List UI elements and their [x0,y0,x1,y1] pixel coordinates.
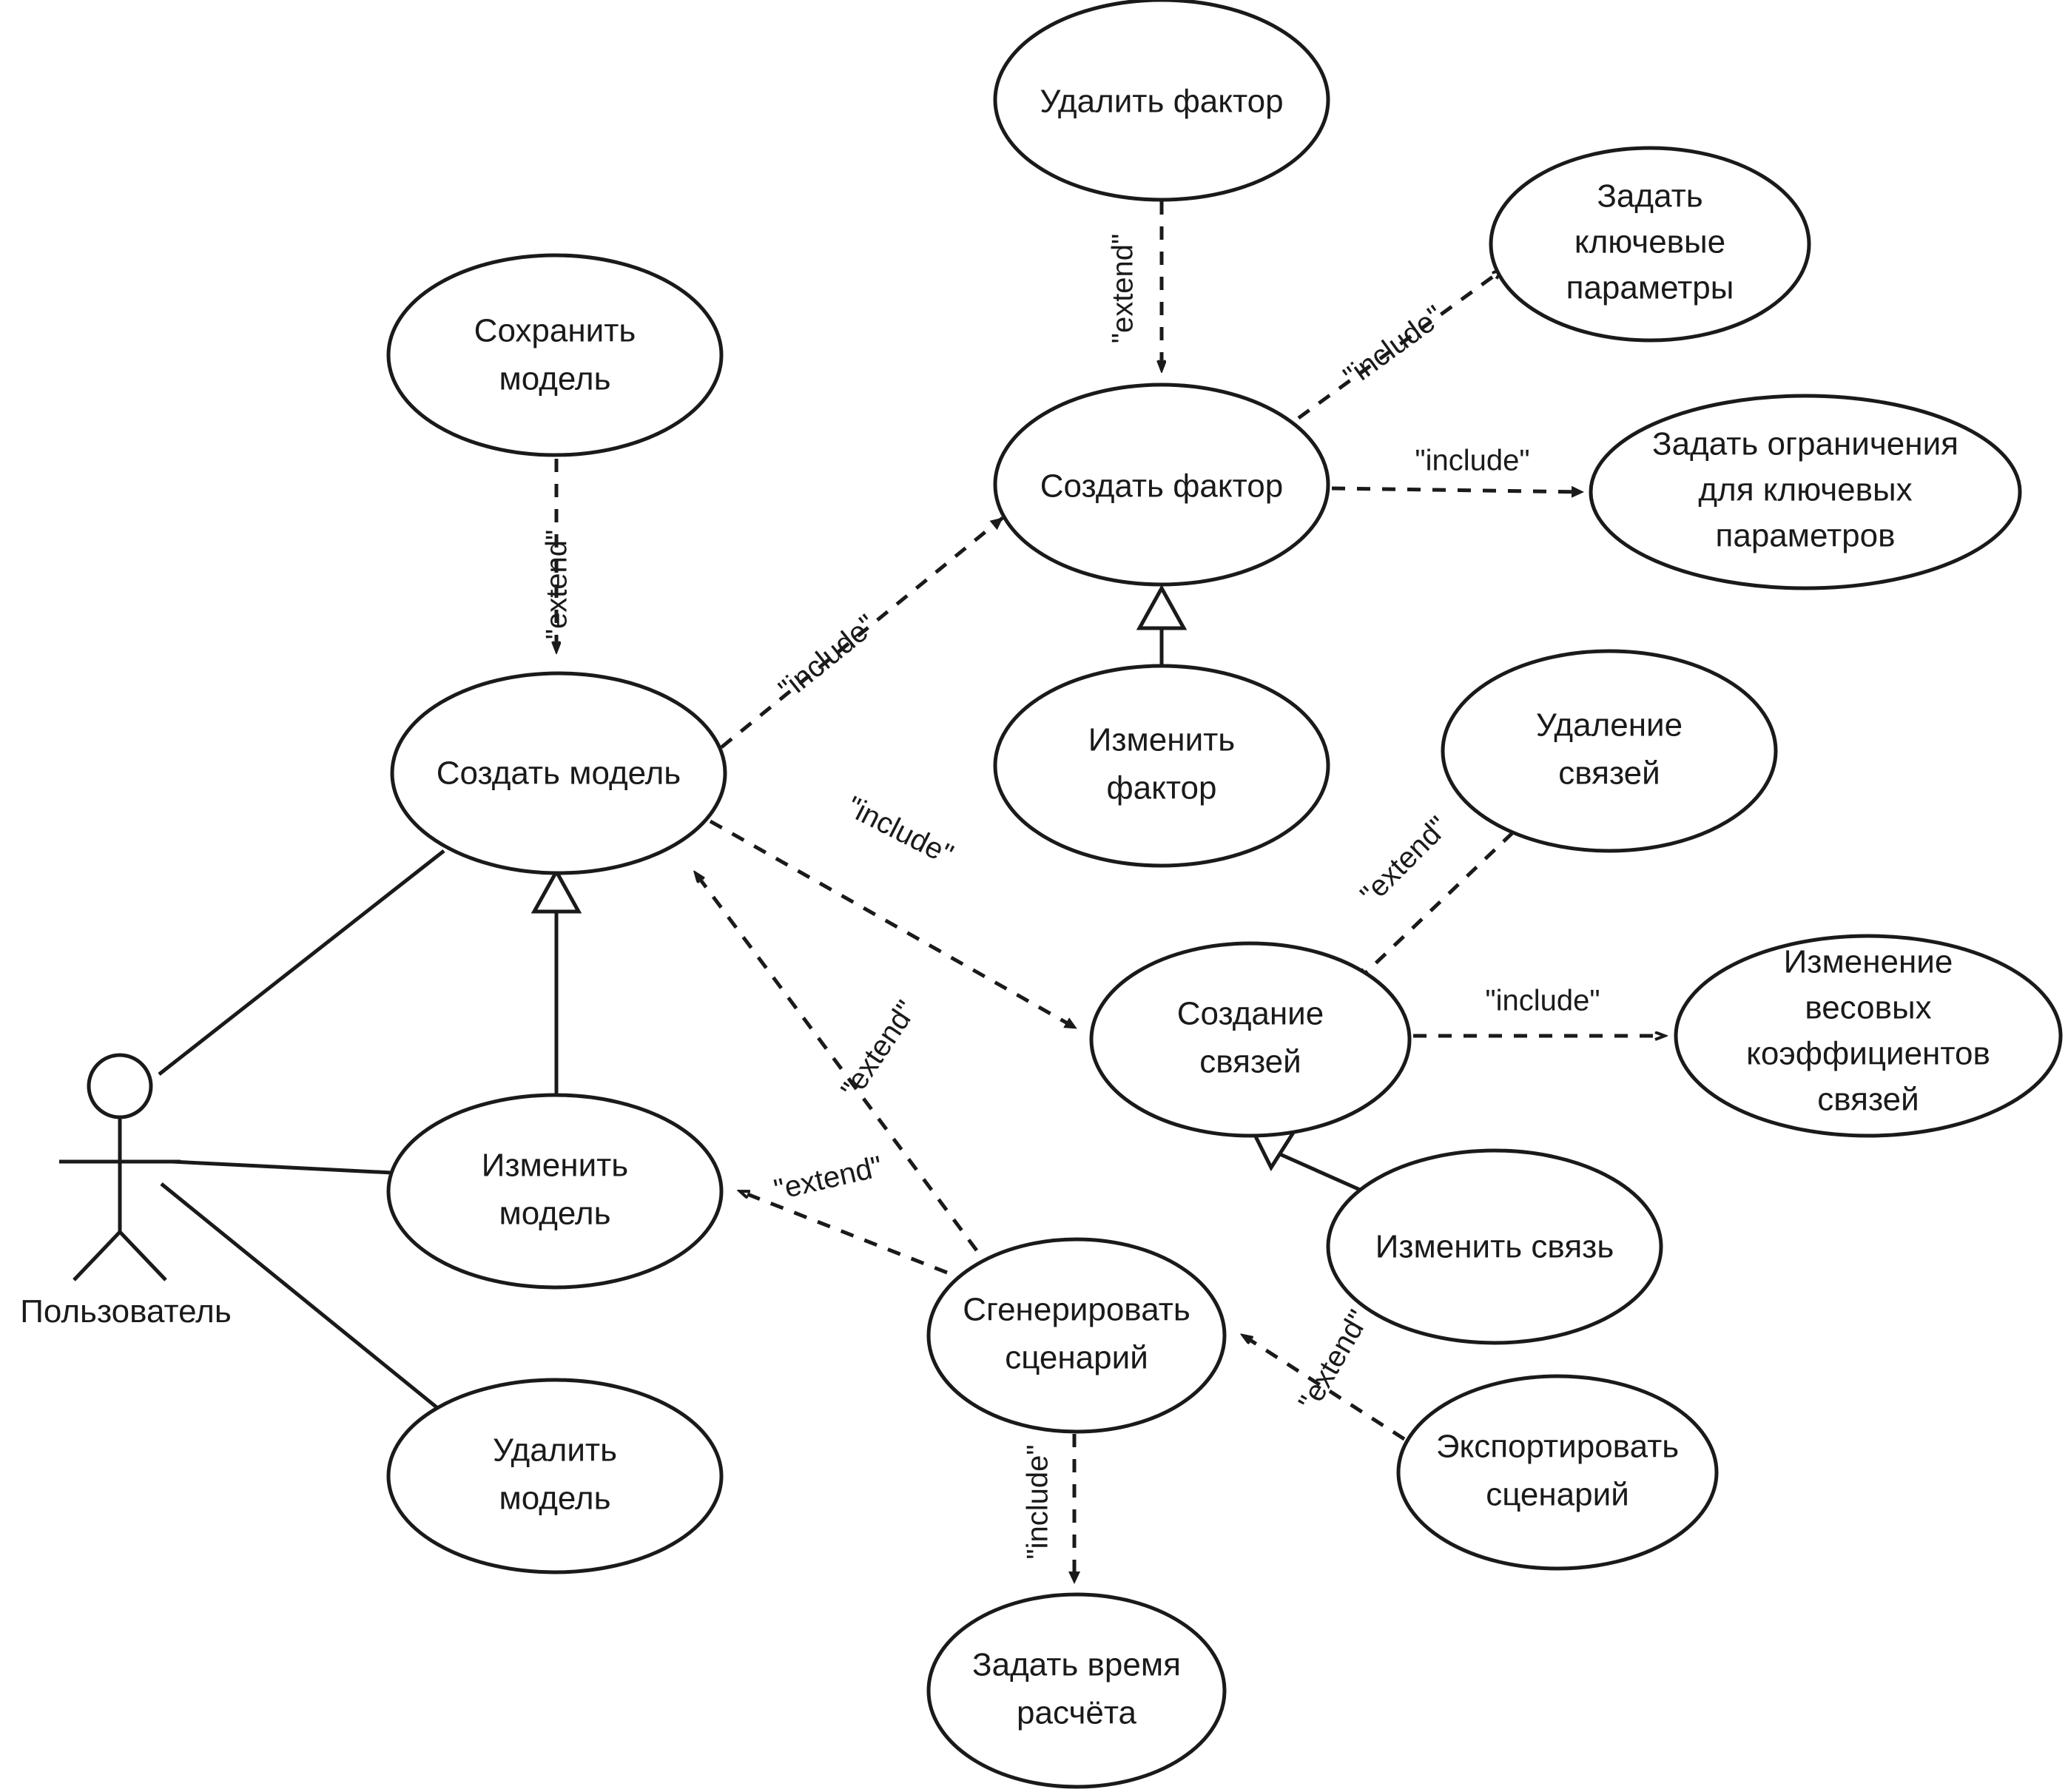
stereotype-delete-factor-extend: "extend" [1106,233,1139,344]
stereotype-create-factor-include-limits: "include" [1415,444,1530,477]
use-case-label-line3: параметров [1715,517,1896,554]
actor-label: Пользователь [20,1293,232,1330]
use-case-label-line1: Сгенерировать [963,1291,1190,1328]
use-case-label-line1: Изменить [1088,721,1236,758]
use-case-ellipse [388,1095,721,1287]
use-case-label: Создать фактор [1040,468,1284,505]
stereotype-scenario-extend-change-model: "extend" [771,1150,886,1207]
use-case-ellipse [388,1380,721,1572]
use-case-label-line2: ключевые [1574,223,1726,260]
use-case-label-line3: параметры [1566,269,1734,306]
use-case-set-calc-time[interactable] [929,1594,1225,1787]
use-case-ellipse [1398,1376,1717,1569]
use-case-label-line1: Изменить [481,1147,629,1184]
use-case-label-line4: связей [1817,1081,1919,1118]
use-case-label-line2: связей [1199,1043,1301,1080]
use-case-label-line2: модель [499,360,611,397]
use-case-change-weights[interactable] [1676,936,2061,1136]
use-case-set-key-params[interactable] [1491,148,1809,340]
use-case-label-line2: связей [1558,755,1660,792]
actor-polzovatel[interactable] [20,1055,232,1330]
use-case-label-line1: Изменение [1783,943,1953,980]
dep-scenario-extend-change-model [740,1191,947,1273]
dep-scenario-extend-create-model [695,873,977,1250]
use-case-label-line1: Удаление [1535,707,1683,744]
use-case-label: Удалить фактор [1040,83,1284,120]
stereotype-create-model-include-links: "include" [841,790,959,872]
gen-arrowhead-create-model [534,872,579,912]
use-case-save-model[interactable] [388,255,721,455]
use-case-delete-model[interactable] [388,1380,721,1572]
use-case-label: Создать модель [436,755,681,792]
use-case-export-scenario[interactable] [1398,1376,1717,1569]
use-case-delete-links[interactable] [1443,651,1776,851]
use-case-label-line2: модель [499,1480,611,1517]
use-case-ellipse [929,1594,1225,1787]
assoc-actor-change-model [172,1162,392,1173]
use-case-label-line1: Экспортировать [1435,1428,1680,1465]
use-case-label-line2: сценарий [1486,1476,1629,1513]
stereotype-create-links-include-weights: "include" [1485,984,1600,1017]
use-case-label-line1: Создание [1176,995,1324,1032]
use-case-ellipse [1443,651,1776,851]
stereotype-create-factor-include-params: "include" [1337,299,1450,394]
actor-head [89,1055,151,1117]
use-case-change-link[interactable] [1328,1151,1661,1343]
use-case-create-model[interactable] [392,673,725,873]
use-case-delete-factor[interactable] [995,0,1328,200]
use-case-label-line2: фактор [1106,769,1217,806]
stereotype-create-model-include-factor: "include" [772,608,883,707]
use-case-ellipse [388,255,721,455]
use-case-label-line2: весовых [1805,989,1932,1026]
stereotype-scenario-include-time: "include" [1021,1444,1054,1560]
stereotype-scenario-extend-create-model: "extend" [835,994,923,1105]
stereotype-delete-links-extend: "extend" [1354,810,1455,912]
use-case-label-line3: коэффициентов [1746,1035,1990,1072]
actor-leg-right [120,1232,166,1280]
use-case-label-line1: Сохранить [474,312,636,349]
use-case-label: Изменить связь [1375,1228,1614,1265]
use-case-ellipse [995,666,1328,866]
use-case-label-line2: модель [499,1195,611,1232]
assoc-actor-create-model [159,851,444,1074]
use-case-change-factor[interactable] [995,666,1328,866]
use-case-set-limits[interactable] [1591,396,2020,588]
use-case-label-line1: Задать ограничения [1652,425,1958,462]
use-case-label-line2: сценарий [1005,1339,1148,1376]
stereotype-export-extend-scenario: "extend" [1292,1304,1376,1417]
use-case-ellipse [1091,943,1409,1136]
actor-leg-left [74,1232,120,1280]
use-case-label-line1: Задать [1597,178,1703,215]
use-case-label-line2: для ключевых [1698,471,1913,508]
dep-create-factor-include-limits [1332,488,1583,492]
use-case-ellipse [929,1239,1225,1432]
use-case-create-links[interactable] [1091,943,1409,1136]
gen-arrowhead-create-factor [1139,588,1184,628]
use-case-label-line1: Удалить [493,1432,617,1469]
use-case-change-model[interactable] [388,1095,721,1287]
dep-create-model-include-links [710,821,1077,1028]
use-case-generate-scenario[interactable] [929,1239,1225,1432]
use-case-create-factor[interactable] [995,385,1328,585]
use-case-label-line1: Задать время [972,1646,1181,1683]
use-case-label-line2: расчёта [1017,1694,1136,1731]
stereotype-save-model-extend: "extend" [540,529,573,640]
